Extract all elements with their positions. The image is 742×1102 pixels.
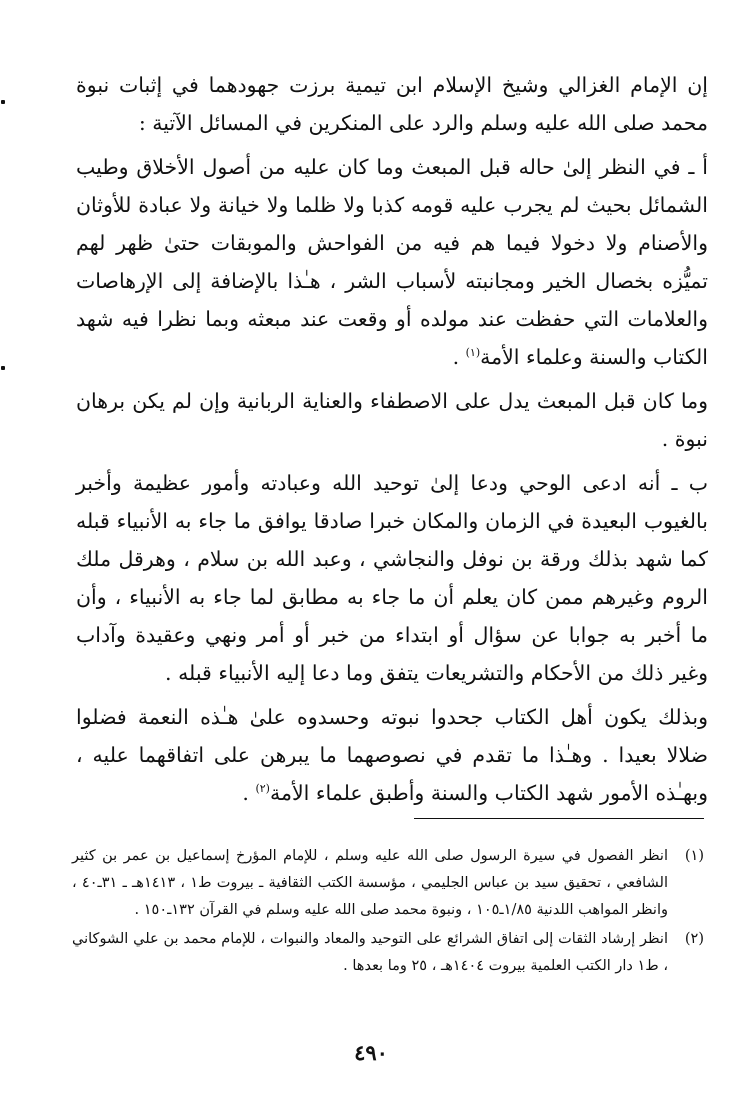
scan-margin-mark-middle [1, 366, 5, 370]
footnote-number: (١) [684, 848, 704, 864]
footnote-separator [414, 818, 704, 819]
footnotes [72, 843, 704, 982]
scan-margin-mark-top [1, 100, 5, 104]
footnote-ref-2: (٢) [255, 782, 270, 796]
paragraph-point-b: ب ـ أنه ادعى الوحي ودعا إلىٰ توحيد الله وعبادته وأمور عظيمة وأخبر بالغيوب البعيدة في الزمان والمكان خبرا صادقا يوافق ما جاء به الأنبياء قبله كما شهد بذلك ورقة بن نوفل والنجاشي ، وعبد الله بن سلام ، وهرقل ملك الروم وغيرهم ممن كان يعلم أن ما جاء به مطابق لما جاء به الأنبياء ، وأن ما أخبر به جوابا عن سؤال أو ابتداء من خبر أو أمر ونهي وعقيدة وآداب وغير ذلك من الأحكام والتشريعات يتفق وما دعا إليه الأنبياء قبله . [76, 471, 708, 685]
footnote-text: انظر إرشاد الثقات إلى اتفاق الشرائع على التوحيد والمعاد والنبوات ، للإمام محمد بن علي الشوكاني ، ط١ دار الكتب العلمية بيروت ١٤٠٤هـ ، ٢٥ وما بعدها . [72, 931, 668, 974]
footnote-number: (٢) [684, 931, 704, 947]
paragraph-note-a: وما كان قبل المبعث يدل على الاصطفاء والعناية الربانية وإن لم يكن برهان نبوة . [76, 389, 708, 451]
footnote-text: انظر الفصول في سيرة الرسول صلى الله عليه وسلم ، للإمام المؤرخ إسماعيل بن عمر بن كثير الشافعي ، تحقيق سيد بن عباس الجليمي ، مؤسسة الكتب الثقافية ـ بيروت ط١ ، ١٤١٣هـ ـ ٣١ـ٤٠ ، وانظر المواهب اللدنية ١/٨٥ـ١٠٥ ، ونبوة محمد صلى الله عليه وسلم في القرآن ١٣٢ـ١٥٠ . [72, 848, 668, 918]
paragraph-intro: إن الإمام الغزالي وشيخ الإسلام ابن تيمية برزت جهودهما في إثبات نبوة محمد صلى الله عليه وسلم والرد على المنكرين في المسائل الآتية : [76, 73, 708, 135]
paragraph-point-a: أ ـ في النظر إلىٰ حاله قبل المبعث وما كان عليه من أصول الأخلاق وطيب الشمائل بحيث لم يجرب عليه قومه كذبا ولا ظلما ولا خيانة ولا عبادة للأوثان والأصنام ولا دخولا فيما هم فيه من الفواحش والموبقات حتىٰ ظهر لهم تميُّزه بخصال الخير ومجانبته لأسباب الشر ، هـٰذا بالإضافة إلى الإرهاصات والعلامات التي حفظت عند مولده أو وقعت عند مبعثه وبما نظرا فيه شهد الكتاب والسنة وعلماء الأمة$^{(١)}$ . [76, 155, 708, 369]
page-number: ٤٩٠ [354, 1040, 388, 1065]
footnote-2 [72, 926, 704, 980]
paragraph-conclusion: وبذلك يكون أهل الكتاب جحدوا نبوته وحسدوه علىٰ هـٰذه النعمة فضلوا ضلالا بعيدا . وهـٰذا ما تقدم في نصوصهما ما يبرهن على اتفاقهما عليه ، وبهـٰذه الأمور شهد الكتاب والسنة وأطبق علماء الأمة$^{(٢)}$ . [76, 705, 708, 805]
footnote-ref-1: (١) [465, 346, 481, 360]
footnote-1 [72, 843, 704, 924]
main-text [76, 66, 708, 818]
